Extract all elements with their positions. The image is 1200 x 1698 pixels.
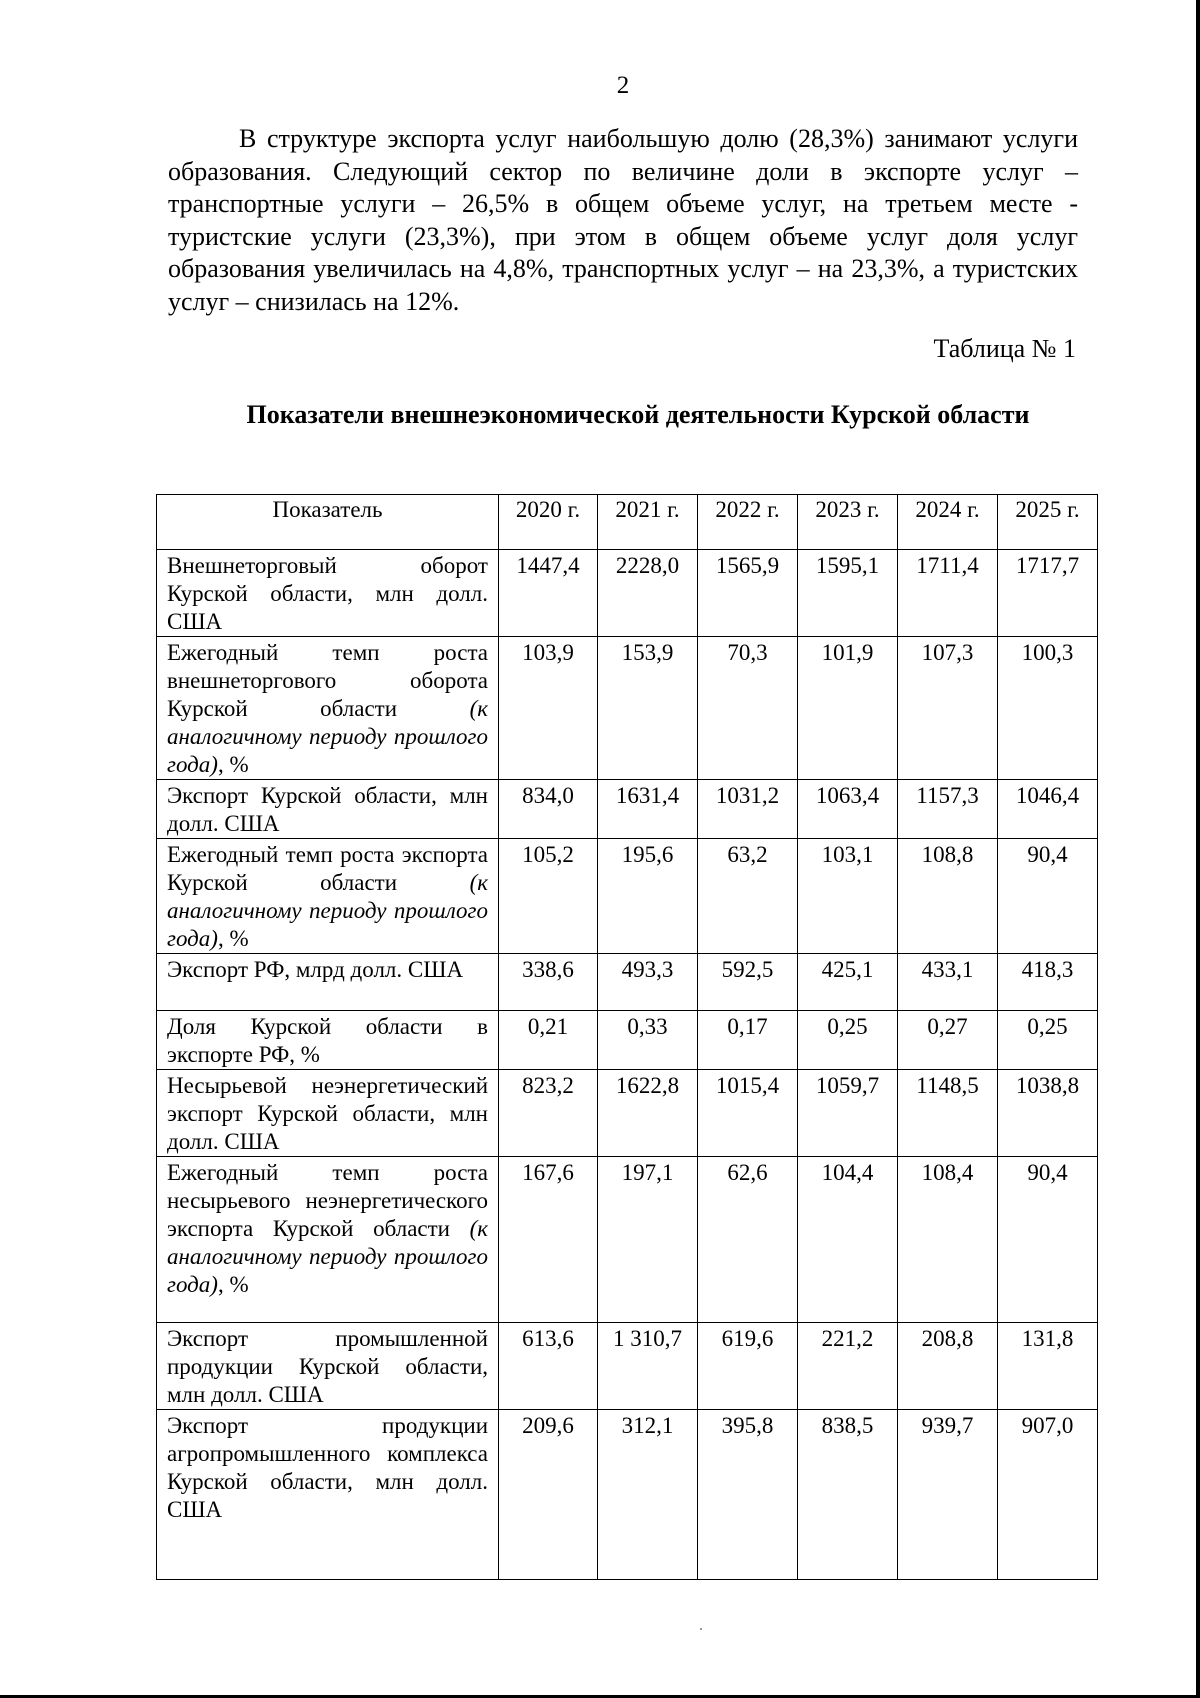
row-indicator — [157, 954, 499, 1011]
value-cell: 1046,4 — [998, 780, 1098, 839]
value-cell: 107,3 — [898, 637, 998, 780]
row-note: (к аналогичному периоду прошлого года) — [167, 1216, 488, 1297]
value-cell: 0,27 — [898, 1011, 998, 1070]
row-indicator — [157, 1157, 499, 1323]
value-cell: 613,6 — [499, 1323, 598, 1410]
value-cell: 1595,1 — [798, 550, 898, 637]
row-unit: , % — [217, 1272, 249, 1297]
value-cell: 0,21 — [499, 1011, 598, 1070]
indicators-table — [156, 494, 1098, 1580]
table-row — [157, 954, 1098, 1011]
header-indicator: Показатель — [157, 495, 499, 550]
value-cell: 939,7 — [898, 1410, 998, 1580]
value-cell: 108,4 — [898, 1157, 998, 1323]
value-cell: 907,0 — [998, 1410, 1098, 1580]
page-edge-right — [1196, 0, 1200, 1698]
header-year-2025: 2025 г. — [998, 495, 1098, 550]
value-cell: 105,2 — [499, 839, 598, 954]
value-cell: 1031,2 — [698, 780, 798, 839]
header-year-2022: 2022 г. — [698, 495, 798, 550]
value-cell: 103,9 — [499, 637, 598, 780]
value-cell: 0,25 — [998, 1011, 1098, 1070]
table-row — [157, 1157, 1098, 1323]
value-cell: 838,5 — [798, 1410, 898, 1580]
value-cell: 395,8 — [698, 1410, 798, 1580]
scan-speck — [700, 1628, 702, 1630]
value-cell: 195,6 — [598, 839, 698, 954]
row-indicator — [157, 839, 499, 954]
table-row — [157, 1323, 1098, 1410]
value-cell: 418,3 — [998, 954, 1098, 1011]
value-cell: 153,9 — [598, 637, 698, 780]
value-cell: 433,1 — [898, 954, 998, 1011]
value-cell: 221,2 — [798, 1323, 898, 1410]
value-cell: 70,3 — [698, 637, 798, 780]
row-label: Ежегодный темп роста несырьевого неэнергетического экспорта Курской области — [167, 1160, 488, 1241]
value-cell: 823,2 — [499, 1070, 598, 1157]
value-cell: 1631,4 — [598, 780, 698, 839]
row-note: (к аналогичному периоду прошлого года) — [167, 696, 488, 777]
table-row — [157, 780, 1098, 839]
table-row — [157, 839, 1098, 954]
value-cell: 1565,9 — [698, 550, 798, 637]
value-cell: 62,6 — [698, 1157, 798, 1323]
table-header-row — [157, 495, 1098, 550]
row-label: Внешнеторговый оборот Курской области, млн долл. США — [167, 553, 488, 634]
value-cell: 100,3 — [998, 637, 1098, 780]
row-label: Экспорт РФ, млрд долл. США — [167, 957, 464, 982]
value-cell: 167,6 — [499, 1157, 598, 1323]
value-cell: 197,1 — [598, 1157, 698, 1323]
value-cell: 1157,3 — [898, 780, 998, 839]
row-note: (к аналогичному периоду прошлого года) — [167, 870, 488, 951]
value-cell: 1447,4 — [499, 550, 598, 637]
table-body — [157, 550, 1098, 1580]
row-label: Доля Курской области в экспорте РФ, % — [167, 1014, 488, 1067]
value-cell: 90,4 — [998, 1157, 1098, 1323]
row-label: Ежегодный темп роста внешнеторгового оборота Курской области — [167, 640, 488, 721]
value-cell: 1059,7 — [798, 1070, 898, 1157]
value-cell: 1717,7 — [998, 550, 1098, 637]
value-cell: 425,1 — [798, 954, 898, 1011]
value-cell: 63,2 — [698, 839, 798, 954]
table-row — [157, 1070, 1098, 1157]
row-indicator — [157, 780, 499, 839]
row-indicator — [157, 1323, 499, 1410]
row-label: Ежегодный темп роста экспорта Курской области — [167, 842, 488, 895]
value-cell: 0,25 — [798, 1011, 898, 1070]
value-cell: 338,6 — [499, 954, 598, 1011]
value-cell: 208,8 — [898, 1323, 998, 1410]
row-label: Экспорт продукции агропромышленного комплекса Курской области, млн долл. США — [167, 1413, 488, 1522]
value-cell: 1148,5 — [898, 1070, 998, 1157]
page-number: 2 — [616, 72, 630, 99]
table-row — [157, 1011, 1098, 1070]
table-row — [157, 1410, 1098, 1580]
row-indicator — [157, 637, 499, 780]
header-year-2024: 2024 г. — [898, 495, 998, 550]
value-cell: 834,0 — [499, 780, 598, 839]
row-indicator — [157, 550, 499, 637]
value-cell: 103,1 — [798, 839, 898, 954]
value-cell: 2228,0 — [598, 550, 698, 637]
value-cell: 104,4 — [798, 1157, 898, 1323]
value-cell: 1038,8 — [998, 1070, 1098, 1157]
row-label: Экспорт промышленной продукции Курской области, млн долл. США — [167, 1326, 488, 1407]
table-title: Показатели внешнеэкономической деятельности Курской области — [246, 400, 1030, 429]
row-unit: , % — [217, 926, 249, 951]
row-unit: , % — [217, 752, 249, 777]
row-indicator — [157, 1011, 499, 1070]
value-cell: 101,9 — [798, 637, 898, 780]
value-cell: 493,3 — [598, 954, 698, 1011]
table-row — [157, 550, 1098, 637]
header-year-2020: 2020 г. — [499, 495, 598, 550]
value-cell: 1711,4 — [898, 550, 998, 637]
value-cell: 1063,4 — [798, 780, 898, 839]
value-cell: 131,8 — [998, 1323, 1098, 1410]
intro-text: В структуре экспорта услуг наибольшую долю (28,3%) занимают услуги образования. Следующий сектор по величине доли в экспорте услуг – транспортные услуги – 26,5% в общем объеме услуг, на третьем месте - туристские услуги (23,3%), при этом в общем объеме услуг доля услуг образования увеличилась на 4,8%, транспортных услуг – на 23,3%, а туристских услуг – снизилась на 12%. — [168, 124, 1078, 316]
value-cell: 1 310,7 — [598, 1323, 698, 1410]
value-cell: 312,1 — [598, 1410, 698, 1580]
table-row — [157, 637, 1098, 780]
row-indicator — [157, 1070, 499, 1157]
intro-paragraph — [168, 123, 1078, 318]
header-year-2023: 2023 г. — [798, 495, 898, 550]
value-cell: 0,33 — [598, 1011, 698, 1070]
row-label: Несырьевой неэнергетический экспорт Курской области, млн долл. США — [167, 1073, 488, 1154]
value-cell: 1015,4 — [698, 1070, 798, 1157]
value-cell: 592,5 — [698, 954, 798, 1011]
value-cell: 1622,8 — [598, 1070, 698, 1157]
header-year-2021: 2021 г. — [598, 495, 698, 550]
value-cell: 619,6 — [698, 1323, 798, 1410]
table-label: Таблица № 1 — [933, 334, 1076, 363]
value-cell: 209,6 — [499, 1410, 598, 1580]
row-label: Экспорт Курской области, млн долл. США — [167, 783, 488, 836]
value-cell: 108,8 — [898, 839, 998, 954]
row-indicator — [157, 1410, 499, 1580]
value-cell: 0,17 — [698, 1011, 798, 1070]
value-cell: 90,4 — [998, 839, 1098, 954]
